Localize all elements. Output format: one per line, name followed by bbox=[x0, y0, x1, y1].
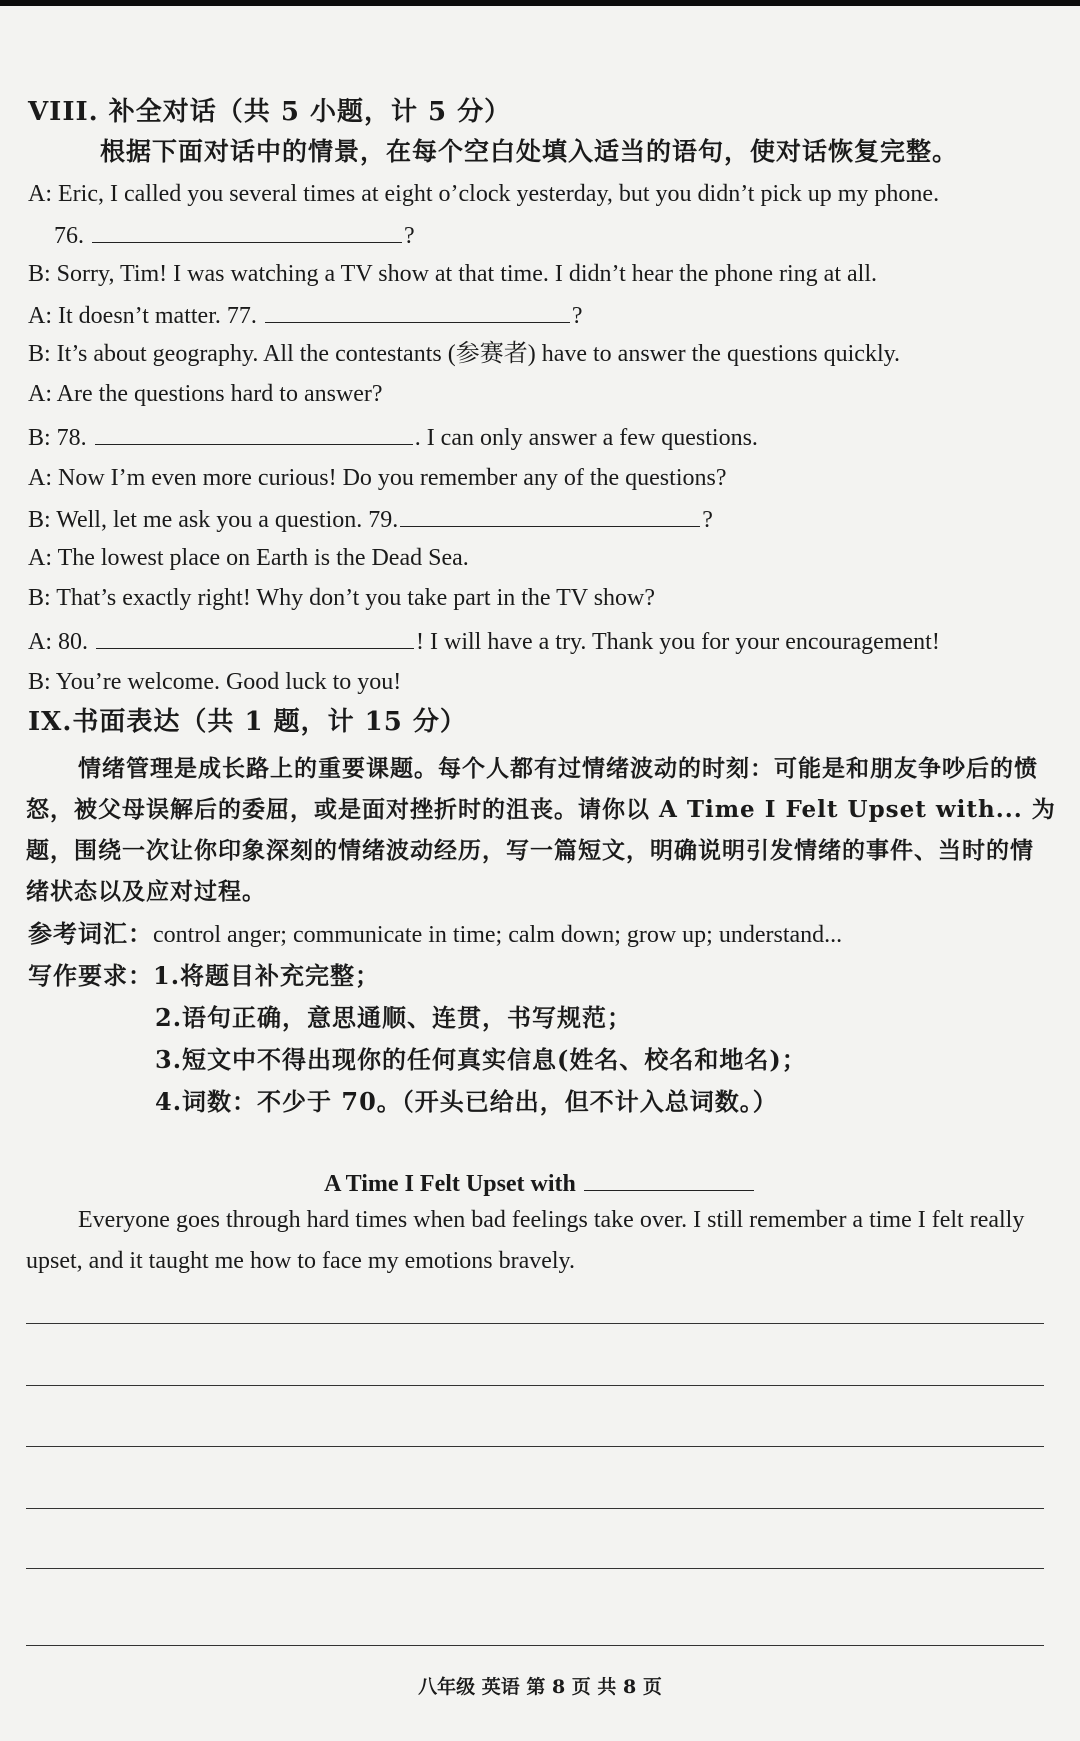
dialog-line-79 bbox=[28, 502, 713, 536]
dialog-line-5: B: It’s about geography. All the contestants (参赛者) have to answer the questions quickly. bbox=[28, 341, 901, 367]
dialog-line-13: B: You’re welcome. Good luck to you! bbox=[28, 669, 402, 695]
section-8-heading: VIII. 补全对话（共 5 小题，计 5 分） bbox=[28, 97, 512, 127]
requirement-2: 2.语句正确，意思通顺、连贯，书写规范； bbox=[155, 1003, 633, 1032]
dialog-line-10: A: The lowest place on Earth is the Dead Sea. bbox=[28, 545, 469, 571]
dialog-line-80-end: ! I will have a try. Thank you for your encouragement! bbox=[416, 629, 940, 655]
vocab-text: control anger; communicate in time; calm down; grow up; understand... bbox=[153, 922, 843, 948]
vocab-line bbox=[28, 918, 842, 951]
writing-line-4[interactable] bbox=[26, 1508, 1044, 1509]
dialog-line-78-text: B: 78. bbox=[28, 425, 87, 451]
answer-blank-80[interactable] bbox=[96, 624, 414, 649]
section-9-heading: IX.书面表达（共 1 题，计 15 分） bbox=[28, 707, 467, 737]
dialog-line-78 bbox=[28, 420, 758, 454]
dialog-line-76 bbox=[54, 218, 415, 252]
requirements-line-1 bbox=[28, 960, 380, 992]
answer-blank-78[interactable] bbox=[95, 420, 413, 445]
dialog-line-77-text: A: It doesn’t matter. 77. bbox=[28, 303, 257, 329]
dialog-line-80-text: A: 80. bbox=[28, 629, 88, 655]
essay-opening: Everyone goes through hard times when bad feelings take over. I still remember a time I felt really upset, and it taught me how to face my emotions bravely. bbox=[26, 1207, 1025, 1274]
dialog-line-3: B: Sorry, Tim! I was watching a TV show at that time. I didn’t hear the phone ring at all. bbox=[28, 261, 877, 287]
question-76-end: ? bbox=[404, 223, 415, 249]
page-footer: 八年级 英语 第 8 页 共 8 页 bbox=[418, 1676, 662, 1698]
dialog-line-11: B: That’s exactly right! Why don’t you take part in the TV show? bbox=[28, 585, 656, 611]
question-76-number: 76. bbox=[54, 223, 84, 249]
dialog-line-8: A: Now I’m even more curious! Do you remember any of the questions? bbox=[28, 465, 727, 491]
dialog-line-79-text: B: Well, let me ask you a question. 79. bbox=[28, 507, 399, 533]
section-9-prompt: 情绪管理是成长路上的重要课题。每个人都有过情绪波动的时刻：可能是和朋友争吵后的愤怒，被父母误解后的委屈，或是面对挫折时的沮丧。请你以 A Time I Felt Upset with... 为题，围绕一次让你印象深刻的情绪波动经历，写一篇短文，明确说明引发情绪的事件、当时的情绪状态以及应对过程。 bbox=[26, 755, 1056, 905]
section-8-instruction: 根据下面对话中的情景，在每个空白处填入适当的语句，使对话恢复完整。 bbox=[100, 137, 959, 166]
requirement-3: 3.短文中不得出现你的任何真实信息(姓名、校名和地名)； bbox=[155, 1045, 807, 1074]
dialog-line-78-end: . I can only answer a few questions. bbox=[414, 425, 758, 451]
essay-title bbox=[0, 1166, 1080, 1198]
dialog-line-6: A: Are the questions hard to answer? bbox=[28, 381, 383, 407]
dialog-line-80 bbox=[28, 624, 940, 658]
answer-blank-79[interactable] bbox=[400, 502, 700, 527]
requirement-4: 4.词数：不少于 70。（开头已给出，但不计入总词数。） bbox=[155, 1087, 778, 1116]
answer-blank-76[interactable] bbox=[92, 218, 402, 243]
answer-blank-77[interactable] bbox=[265, 298, 570, 323]
dialog-line-77 bbox=[28, 298, 583, 332]
writing-line-2[interactable] bbox=[26, 1385, 1044, 1386]
writing-line-6[interactable] bbox=[26, 1645, 1044, 1646]
dialog-line-1: A: Eric, I called you several times at eight o’clock yesterday, but you didn’t pick up my phone. bbox=[28, 181, 940, 207]
essay-title-blank[interactable] bbox=[584, 1166, 754, 1191]
essay-title-text: A Time I Felt Upset with bbox=[324, 1171, 576, 1197]
question-77-end: ? bbox=[571, 303, 583, 329]
question-79-end: ? bbox=[702, 507, 713, 533]
requirement-1: 1.将题目补充完整； bbox=[153, 961, 381, 990]
writing-line-1[interactable] bbox=[26, 1323, 1044, 1324]
writing-line-5[interactable] bbox=[26, 1568, 1044, 1569]
vocab-label: 参考词汇： bbox=[28, 919, 153, 948]
requirements-label: 写作要求： bbox=[28, 961, 153, 990]
writing-line-3[interactable] bbox=[26, 1446, 1044, 1447]
